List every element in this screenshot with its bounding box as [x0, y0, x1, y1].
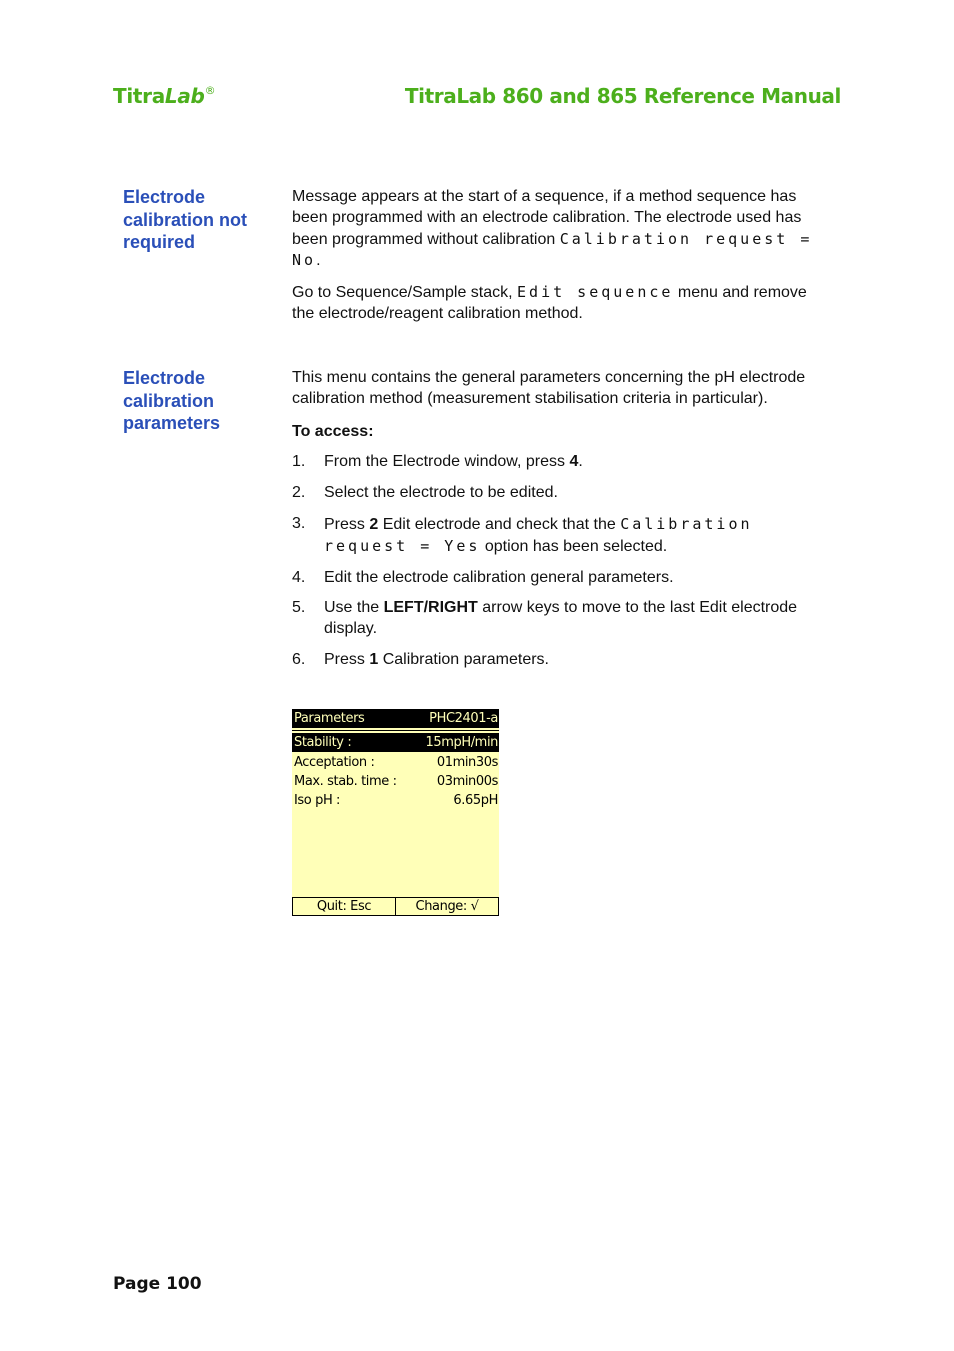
paragraph-message	[292, 187, 832, 272]
code-calibration-request-yes: Calibration request = Yes	[324, 514, 753, 555]
step-key: 1	[369, 650, 379, 668]
section-calibration-not-required	[292, 187, 832, 325]
lcd-electrode-id: PHC2401-a	[429, 711, 498, 726]
lcd-title: Parameters	[294, 711, 365, 726]
lcd-divider	[292, 730, 499, 731]
code-calibration-request-no: Calibration request = No	[292, 229, 813, 270]
page-number: Page 100	[113, 1274, 202, 1294]
lcd-row-acceptation[interactable]	[292, 753, 499, 772]
section-calibration-parameters	[292, 368, 832, 671]
step-text: arrow keys to move to the last Edit electrode display.	[324, 599, 798, 638]
step-key: 2	[369, 515, 379, 533]
step-text: .	[578, 453, 583, 471]
step-number: 1.	[292, 453, 306, 471]
p2-pre: Go to Sequence/Sample stack,	[292, 284, 518, 302]
lcd-row-value: 01min30s	[436, 755, 498, 770]
step-number: 2.	[292, 484, 306, 502]
brand-logo	[113, 84, 215, 108]
step-text: Press	[324, 650, 370, 668]
step-text: From the Electrode window, press	[324, 453, 570, 471]
quit-esc-button[interactable]: Quit: Esc	[292, 897, 396, 916]
access-label: To access:	[292, 422, 374, 440]
step-number: 5.	[292, 599, 306, 617]
lcd-row-value: 6.65pH	[453, 793, 498, 808]
step-key: 4	[569, 453, 579, 471]
heading-calibration-parameters: Electrode calibration parameters	[123, 368, 221, 433]
lcd-row-label: Max. stab. time :	[294, 774, 397, 789]
paragraph-goto	[292, 282, 832, 325]
step-text: Press	[324, 515, 370, 533]
p2-post: menu and remove the electrode/reagent calibration method.	[292, 284, 807, 322]
list-item	[292, 483, 832, 504]
brand-prefix: Titra	[113, 84, 165, 108]
lcd-row-label: Stability :	[294, 735, 352, 750]
manual-title: TitraLab 860 and 865 Reference Manual	[404, 84, 841, 108]
brand-suffix: Lab	[164, 84, 205, 108]
list-item	[292, 598, 832, 640]
lcd-row-label: Acceptation :	[294, 755, 375, 770]
step-text: option has been selected.	[480, 537, 668, 555]
step-key: LEFT/RIGHT	[383, 599, 478, 617]
lcd-parameters-screen	[292, 709, 499, 916]
step-text: Edit the electrode calibration general parameters.	[324, 568, 674, 586]
lcd-row-value: 03min00s	[436, 774, 498, 789]
lcd-row-iso-ph[interactable]	[292, 791, 499, 810]
list-item	[292, 452, 832, 473]
paragraph-intro: This menu contains the general parameters concerning the pH electrode calibration method (measurement stabilisation criteria in particular).	[292, 369, 806, 407]
p1-text: Message appears at the start of a sequence, if a method sequence has been programmed with an electrode calibration. The electrode used has been programmed without calibration	[292, 188, 802, 248]
lcd-row-max-stab-time[interactable]	[292, 772, 499, 791]
step-text: Use the	[324, 599, 384, 617]
step-number: 3.	[292, 514, 306, 532]
lcd-row-stability[interactable]	[292, 733, 499, 752]
change-button[interactable]: Change: √	[395, 897, 499, 916]
p1-end: .	[316, 252, 321, 270]
step-text: Select the electrode to be edited.	[324, 484, 558, 502]
heading-calibration-not-required: Electrode calibration not required	[123, 187, 248, 252]
list-item	[292, 568, 832, 589]
step-number: 6.	[292, 650, 306, 668]
lcd-row-label: Iso pH :	[294, 793, 341, 808]
list-item	[292, 514, 832, 558]
registered-mark: ®	[204, 84, 216, 97]
list-item	[292, 650, 832, 671]
step-number: 4.	[292, 568, 306, 586]
step-text: Calibration parameters.	[378, 650, 549, 668]
step-text: Edit electrode and check that the	[378, 515, 621, 533]
lcd-title-bar	[292, 709, 499, 728]
lcd-row-value: 15mpH/min	[425, 735, 498, 750]
code-edit-sequence: Edit sequence	[517, 283, 674, 302]
